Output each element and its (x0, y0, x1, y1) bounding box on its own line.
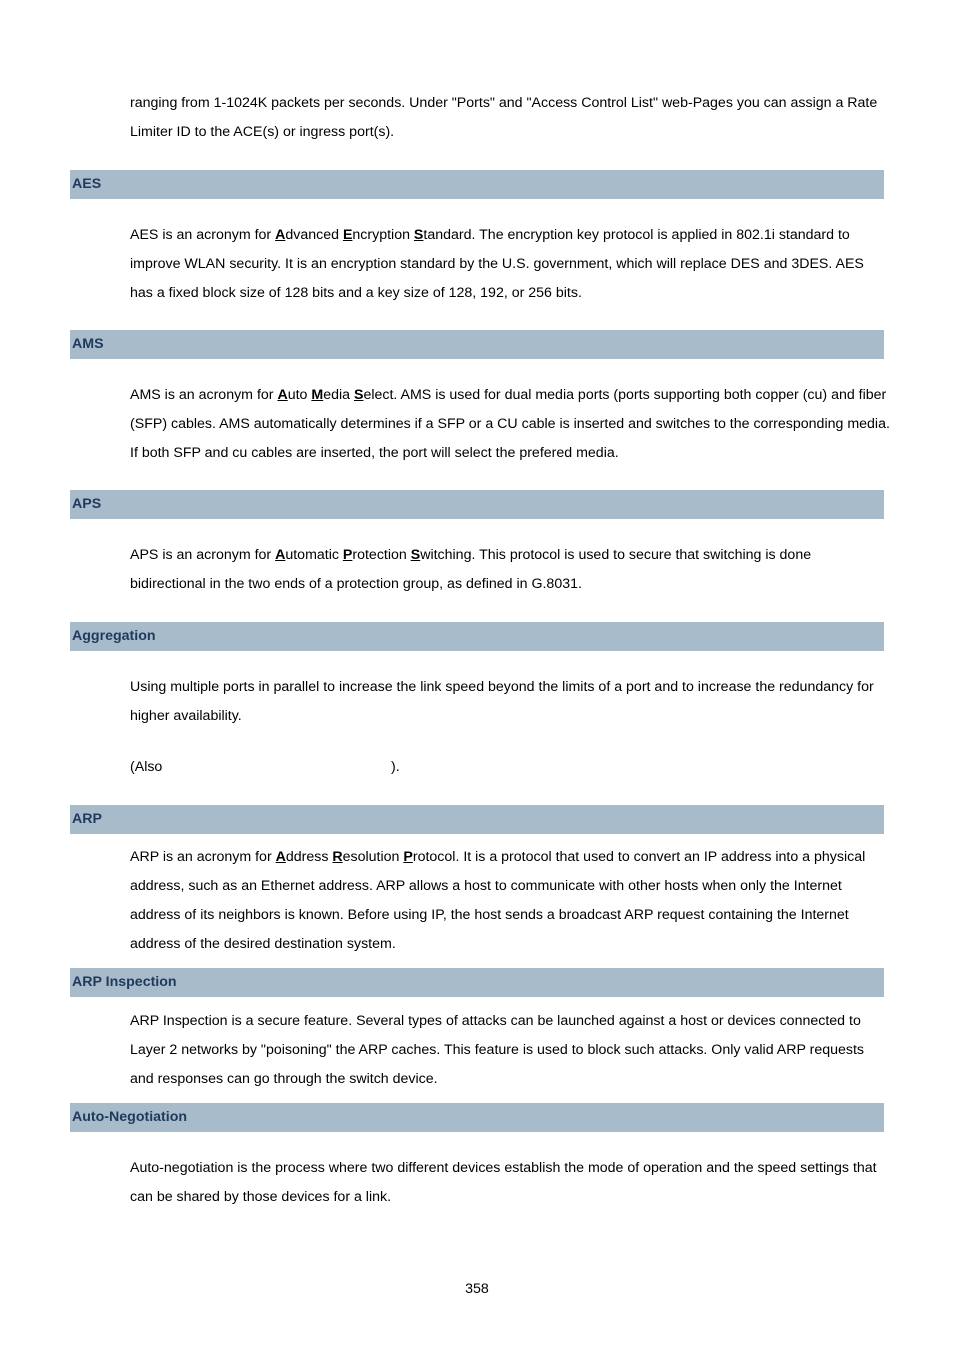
arp-paragraph: ARP is an acronym for Address Resolution Protocol. It is a protocol that used to convert an IP address into a physical address, such as an Ethernet address. ARP allows a host to communicate with other hosts when only the Internet address of its neighbors is known. Before using IP, the host sends a broadcast ARP request containing the Internet address of the desired destination system. (130, 849, 866, 952)
page-number: 358 (465, 1281, 489, 1297)
aggregation-also-open: (Also (130, 759, 163, 775)
section-header-ams: AMS (70, 330, 884, 359)
section-header-aps: APS (70, 490, 884, 519)
aps-paragraph: APS is an acronym for Automatic Protection Switching. This protocol is used to secure that switching is done bidirectional in the two ends of a protection group, as defined in G.8031. (130, 547, 812, 592)
aggregation-also-close: ). (391, 759, 400, 775)
aggregation-paragraph: Using multiple ports in parallel to increase the link speed beyond the limits of a port and to increase the redundancy for higher availability. (130, 679, 874, 724)
ams-paragraph: AMS is an acronym for Auto Media Select. AMS is used for dual media ports (ports supporting both copper (cu) and fiber (SFP) cables. AMS automatically determines if a SFP or a CU cable is inserted and switches to the corresponding media. If both SFP and cu cables are inserted, the port will select the prefered media. (130, 387, 890, 461)
section-header-aggregation: Aggregation (70, 622, 884, 651)
section-header-aes: AES (70, 170, 884, 199)
section-header-auto-negotiation: Auto-Negotiation (70, 1103, 884, 1132)
intro-paragraph: ranging from 1-1024K packets per seconds. Under "Ports" and "Access Control List" web-Pages you can assign a Rate Limiter ID to the ACE(s) or ingress port(s). (130, 95, 878, 140)
aes-paragraph: AES is an acronym for Advanced Encryption Standard. The encryption key protocol is applied in 802.1i standard to improve WLAN security. It is an encryption standard by the U.S. government, which will replace DES and 3DES. AES has a fixed block size of 128 bits and a key size of 128, 192, or 256 bits. (130, 227, 864, 301)
section-header-arp-inspection: ARP Inspection (70, 968, 884, 997)
arp-inspection-paragraph: ARP Inspection is a secure feature. Several types of attacks can be launched against a host or devices connected to Layer 2 networks by "poisoning" the ARP caches. This feature is used to block such attacks. Only valid ARP requests and responses can go through the switch device. (130, 1013, 865, 1087)
section-header-arp: ARP (70, 805, 884, 834)
auto-negotiation-paragraph: Auto-negotiation is the process where two different devices establish the mode of operation and the speed settings that can be shared by those devices for a link. (130, 1160, 877, 1205)
